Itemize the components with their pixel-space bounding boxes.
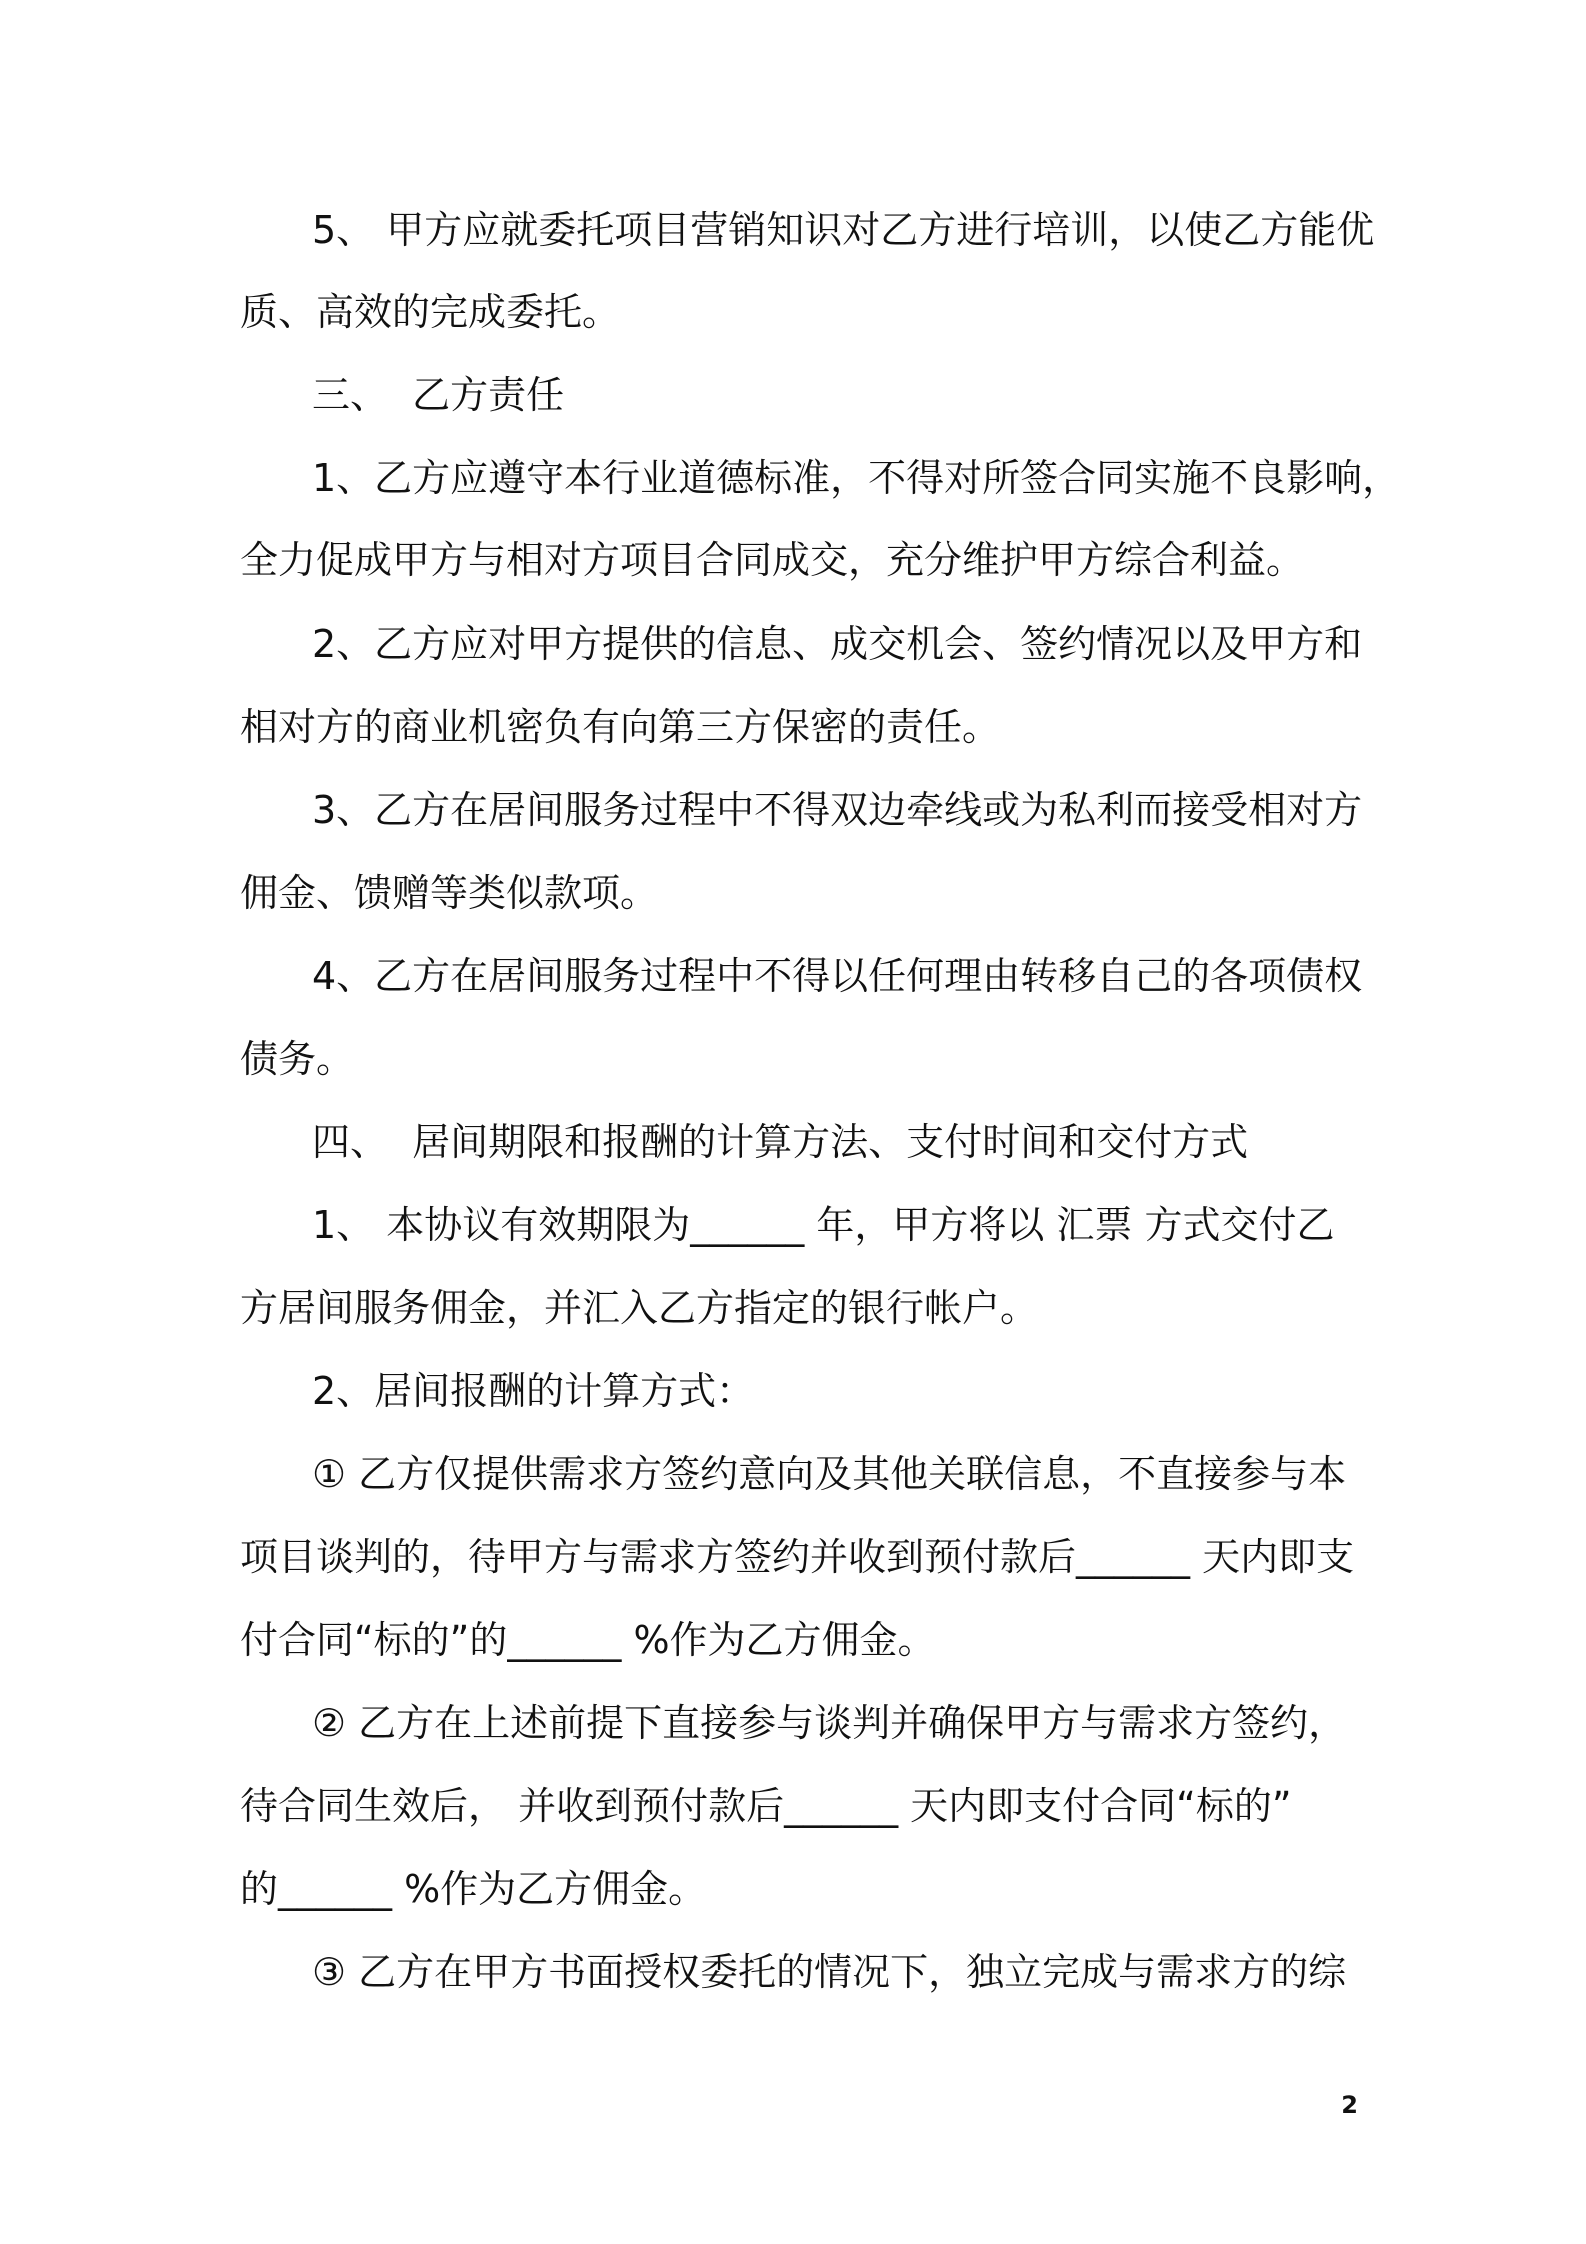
text-line: 2、居间报酬的计算方式： bbox=[312, 1369, 755, 1413]
text-line: 方居间服务佣金，并汇入乙方指定的银行帐户。 bbox=[240, 1286, 1039, 1330]
text-line: 3、乙方在居间服务过程中不得双边牵线或为私利而接受相对方 bbox=[312, 788, 1363, 832]
page-number: 2 bbox=[1341, 2091, 1358, 2119]
text-line: ① 乙方仅提供需求方签约意向及其他关联信息，不直接参与本 bbox=[312, 1452, 1347, 1496]
text-line: 待合同生效后， 并收到预付款后______ 天内即支付合同“标的” bbox=[240, 1784, 1292, 1828]
text-line: 1、 本协议有效期限为______ 年，甲方将以 汇票 方式交付乙 bbox=[312, 1203, 1335, 1247]
section-heading: 三、 乙方责任 bbox=[312, 373, 565, 417]
text-line: 4、乙方在居间服务过程中不得以任何理由转移自己的各项债权 bbox=[312, 954, 1363, 998]
text-line: 相对方的商业机密负有向第三方保密的责任。 bbox=[240, 705, 1001, 749]
text-line: 5、 甲方应就委托项目营销知识对乙方进行培训，以使乙方能优 bbox=[312, 208, 1375, 252]
text-line: 的______ %作为乙方佣金。 bbox=[240, 1867, 707, 1911]
text-line: 付合同“标的”的______ %作为乙方佣金。 bbox=[240, 1618, 936, 1662]
text-line: 全力促成甲方与相对方项目合同成交，充分维护甲方综合利益。 bbox=[240, 538, 1305, 582]
text-line: 质、高效的完成委托。 bbox=[240, 290, 621, 334]
section-heading: 四、 居间期限和报酬的计算方法、支付时间和交付方式 bbox=[312, 1120, 1249, 1164]
text-line: 佣金、馈赠等类似款项。 bbox=[240, 871, 659, 915]
text-line: 项目谈判的，待甲方与需求方签约并收到预付款后______ 天内即支 bbox=[240, 1535, 1355, 1579]
text-line: ② 乙方在上述前提下直接参与谈判并确保甲方与需求方签约， bbox=[312, 1701, 1347, 1745]
text-line: 债务。 bbox=[240, 1037, 355, 1081]
text-line: ③ 乙方在甲方书面授权委托的情况下，独立完成与需求方的综 bbox=[312, 1950, 1347, 1994]
text-line: 2、乙方应对甲方提供的信息、成交机会、签约情况以及甲方和 bbox=[312, 622, 1363, 666]
text-line: 1、乙方应遵守本行业道德标准，不得对所签合同实施不良影响， bbox=[312, 456, 1401, 500]
